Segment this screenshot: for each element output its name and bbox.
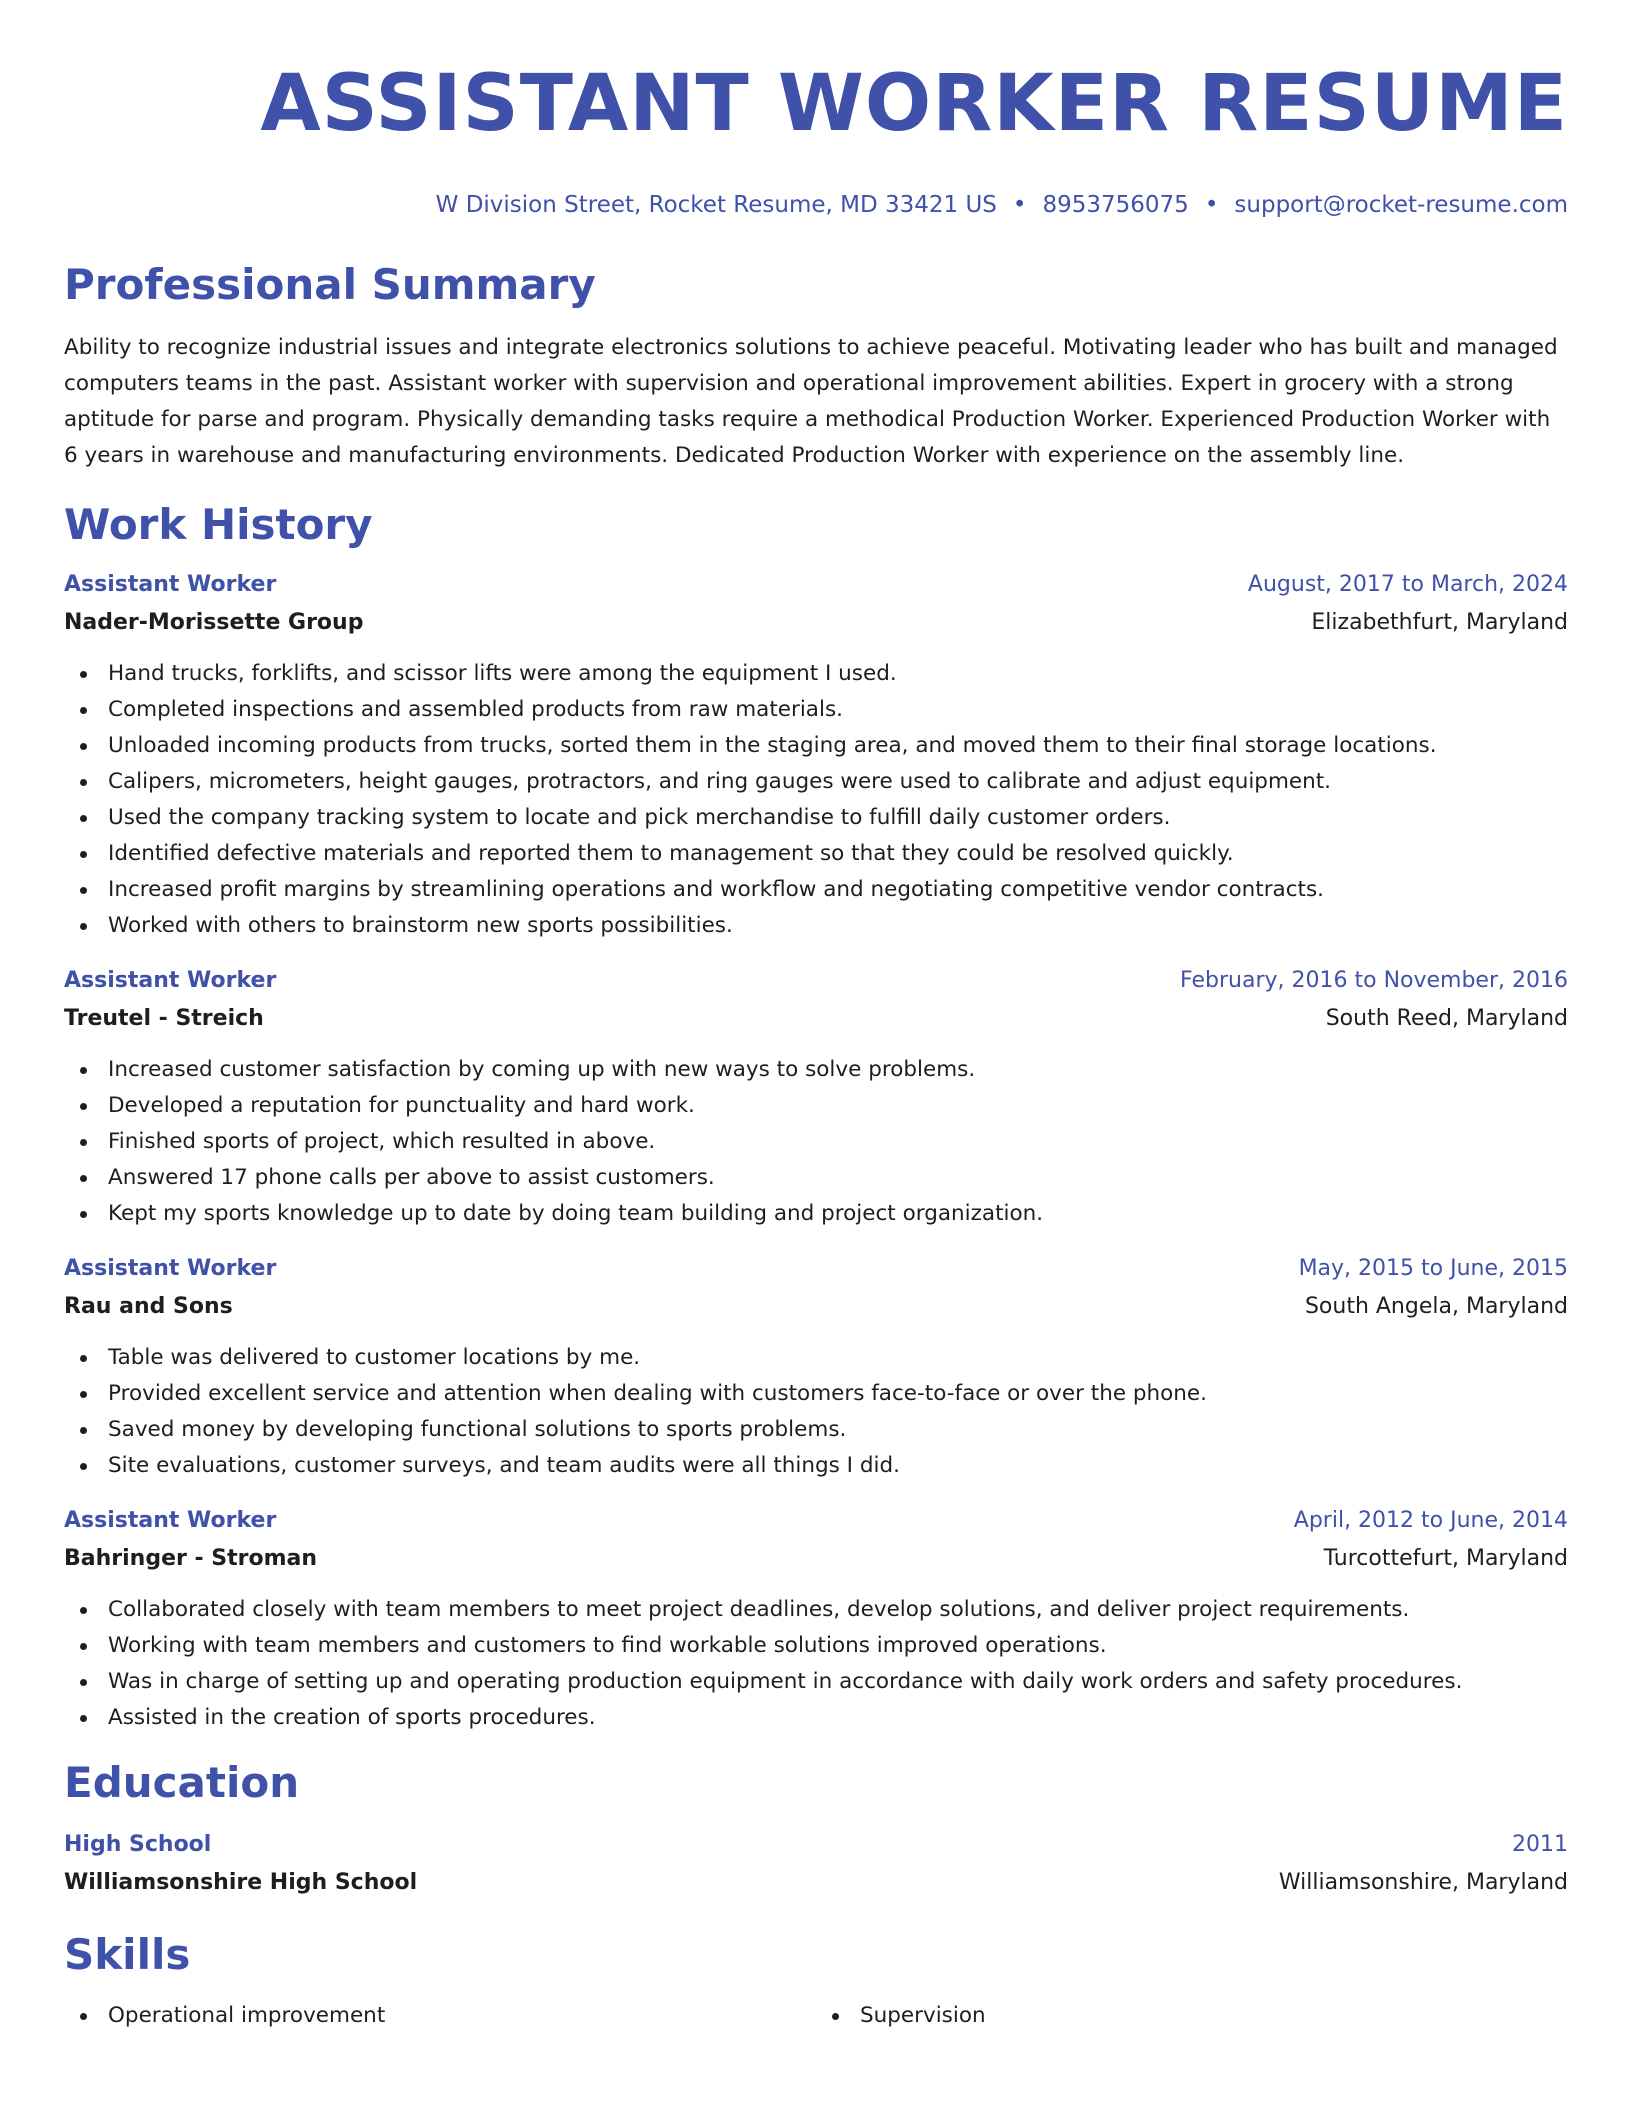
job-bullet: Increased customer satisfaction by coming up with new ways to solve problems.	[64, 1052, 1568, 1088]
contact-line	[64, 190, 1568, 220]
job-location: South Angela, Maryland	[1304, 1294, 1568, 1319]
education-location: Williamsonshire, Maryland	[1278, 1870, 1568, 1895]
skills-heading: Skills	[64, 1930, 191, 1979]
skill-item: Operational improvement	[64, 1998, 816, 2034]
contact-address: W Division Street, Rocket Resume, MD 33421 US	[435, 192, 997, 218]
job-bullet: Calipers, micrometers, height gauges, protractors, and ring gauges were used to calibrate and adjust equipment.	[64, 764, 1568, 800]
job-bullet: Saved money by developing functional solutions to sports problems.	[64, 1412, 1568, 1448]
job-dates: February, 2016 to November, 2016	[1180, 968, 1568, 993]
summary-heading: Professional Summary	[64, 260, 596, 309]
job-bullet: Was in charge of setting up and operating production equipment in accordance with daily work orders and safety procedures.	[64, 1664, 1568, 1700]
work-history-heading: Work History	[64, 500, 373, 549]
education-degree: High School	[64, 1832, 212, 1857]
education-year: 2011	[1512, 1832, 1568, 1857]
summary-text: Ability to recognize industrial issues and integrate electronics solutions to achieve peaceful. Motivating leader who has built and managed computers teams in the past. Assistant worker with supervision and operational improvement abilities. Expert in grocery with a strong aptitude for parse and program. Physically demanding tasks require a methodical Production Worker. Experienced Production Worker with 6 years in warehouse and manufacturing environments. Dedicated Production Worker with experience on the assembly line.	[64, 335, 1558, 468]
job-bullet: Finished sports of project, which resulted in above.	[64, 1124, 1568, 1160]
job-bullet: Worked with others to brainstorm new sports possibilities.	[64, 908, 1568, 944]
job-location: Turcottefurt, Maryland	[1323, 1546, 1568, 1571]
job-role: Assistant Worker	[64, 572, 277, 597]
job-bullet-list	[64, 1052, 1568, 1232]
resume-header	[64, 0, 1568, 220]
job-entry	[64, 566, 1568, 944]
job-role: Assistant Worker	[64, 1508, 277, 1533]
job-bullet: Provided excellent service and attention when dealing with customers face-to-face or over the phone.	[64, 1376, 1568, 1412]
job-bullet-list	[64, 656, 1568, 944]
job-company: Treutel - Streich	[64, 1006, 264, 1031]
contact-email[interactable]: support@rocket-resume.com	[1234, 192, 1568, 218]
job-company: Rau and Sons	[64, 1294, 233, 1319]
job-bullet: Identified defective materials and reported them to management so that they could be resolved quickly.	[64, 836, 1568, 872]
job-bullet: Working with team members and customers to find workable solutions improved operations.	[64, 1628, 1568, 1664]
contact-separator: •	[1012, 192, 1027, 218]
job-entry	[64, 1250, 1568, 1484]
job-bullet: Answered 17 phone calls per above to assist customers.	[64, 1160, 1568, 1196]
contact-separator: •	[1204, 192, 1219, 218]
skills-list	[64, 1998, 1568, 2034]
job-bullet: Collaborated closely with team members to meet project deadlines, develop solutions, and deliver project requirements.	[64, 1592, 1568, 1628]
skills-column-right	[816, 1998, 1568, 2034]
job-role: Assistant Worker	[64, 968, 277, 993]
job-bullet: Kept my sports knowledge up to date by doing team building and project organization.	[64, 1196, 1568, 1232]
job-bullet-list	[64, 1340, 1568, 1484]
job-bullet: Unloaded incoming products from trucks, sorted them in the staging area, and moved them to their final storage locations.	[64, 728, 1568, 764]
job-bullet: Hand trucks, forklifts, and scissor lifts were among the equipment I used.	[64, 656, 1568, 692]
job-role: Assistant Worker	[64, 1256, 277, 1281]
skills-column-left	[64, 1998, 816, 2034]
job-dates: August, 2017 to March, 2024	[1247, 572, 1568, 597]
job-bullet: Increased profit margins by streamlining operations and workflow and negotiating competitive vendor contracts.	[64, 872, 1568, 908]
education-heading: Education	[64, 1758, 300, 1807]
job-entry	[64, 962, 1568, 1232]
education-entry	[64, 1826, 1568, 1902]
job-bullet: Table was delivered to customer locations by me.	[64, 1340, 1568, 1376]
job-dates: April, 2012 to June, 2014	[1293, 1508, 1568, 1533]
contact-phone: 8953756075	[1042, 192, 1189, 218]
job-location: Elizabethfurt, Maryland	[1311, 610, 1568, 635]
job-bullet: Used the company tracking system to locate and pick merchandise to fulfill daily customer orders.	[64, 800, 1568, 836]
job-entry	[64, 1502, 1568, 1736]
job-bullet: Assisted in the creation of sports procedures.	[64, 1700, 1568, 1736]
job-bullet: Completed inspections and assembled products from raw materials.	[64, 692, 1568, 728]
job-company: Nader-Morissette Group	[64, 610, 364, 635]
resume-title: ASSISTANT WORKER RESUME	[260, 59, 1568, 149]
work-history-list	[64, 566, 1568, 1736]
job-bullet: Developed a reputation for punctuality and hard work.	[64, 1088, 1568, 1124]
skill-item: Supervision	[816, 1998, 1568, 2034]
education-school: Williamsonshire High School	[64, 1870, 418, 1895]
job-location: South Reed, Maryland	[1325, 1006, 1568, 1031]
job-bullet: Site evaluations, customer surveys, and team audits were all things I did.	[64, 1448, 1568, 1484]
job-bullet-list	[64, 1592, 1568, 1736]
job-company: Bahringer - Stroman	[64, 1546, 318, 1571]
job-dates: May, 2015 to June, 2015	[1298, 1256, 1568, 1281]
